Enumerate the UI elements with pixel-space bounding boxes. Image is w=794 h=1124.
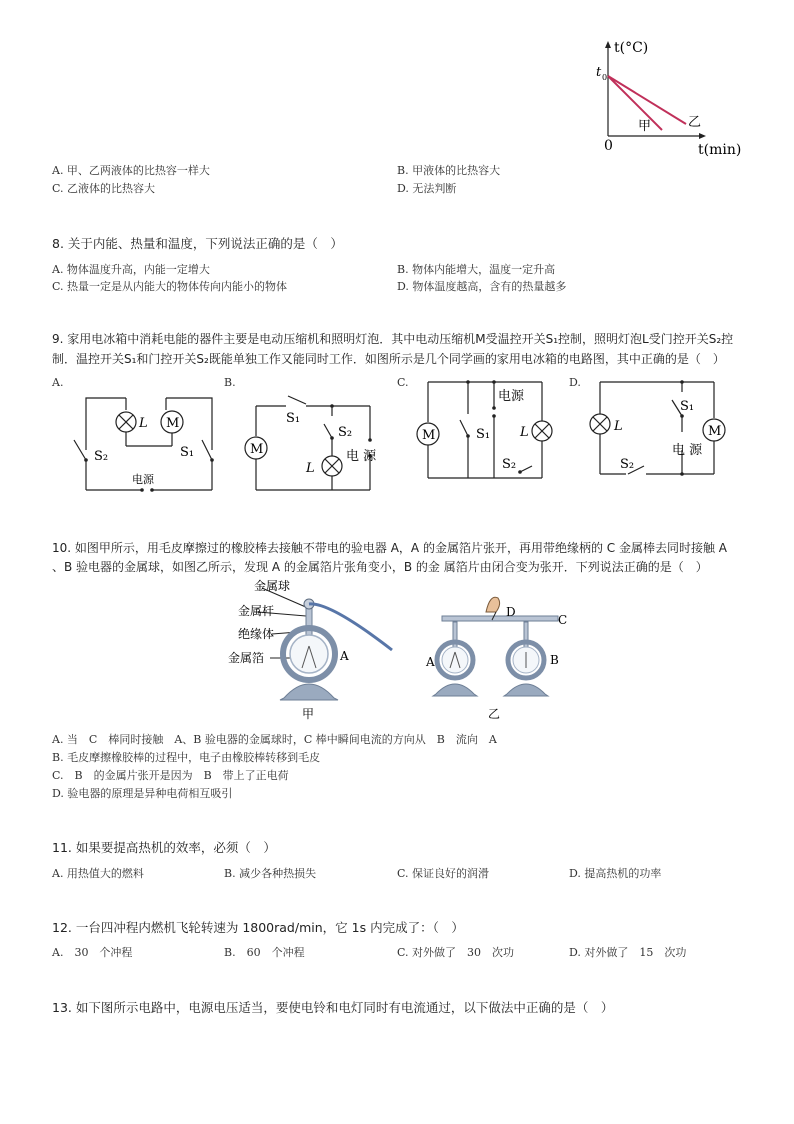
q11-option-d[interactable]: D. 提高热机的功率 (569, 867, 662, 880)
circuit-c-m: M (422, 428, 436, 443)
q8-stem: 8. 关于内能、热量和温度，下列说法正确的是（ ） (52, 236, 343, 251)
q8-option-a[interactable]: A. 物体温度升高，内能一定增大 (52, 263, 210, 276)
q12-option-a[interactable]: A. 30 个冲程 (52, 946, 133, 959)
circuit-a-s2: S₂ (94, 449, 109, 464)
q9-label-c[interactable]: C. (397, 376, 409, 389)
circuit-c-s1: S₁ (476, 427, 491, 442)
x-axis-label: t(min) (698, 142, 742, 158)
q12-stem: 12. 一台四冲程内燃机飞轮转速为 1800rad/min，它 1s 内完成了：（ ） (52, 920, 464, 935)
circuit-b-m: M (250, 442, 264, 457)
label-jia: 甲 (302, 707, 315, 721)
circuit-d-power: 电 源 (672, 443, 703, 458)
q8-option-d[interactable]: D. 物体温度越高，含有的热量越多 (397, 280, 567, 293)
electroscope-figure-jia (220, 578, 400, 724)
q9-stem-line2: 制．温控开关S₁和门控开关S₂既能单独工作又能同时工作．如图所示是几个同学画的家用电冰箱的电路图，其中正确的是（ ） (52, 352, 725, 366)
q11-option-b[interactable]: B. 减少各种热损失 (224, 867, 317, 880)
circuit-b-power: 电 源 (346, 449, 377, 464)
label-metal-ball: 金属球 (254, 579, 291, 593)
circuit-b-s2: S₂ (338, 425, 353, 440)
q11-option-c[interactable]: C. 保证良好的润滑 (397, 867, 490, 880)
label-b-yi: B (550, 653, 559, 667)
circuit-a-s1: S₁ (180, 445, 195, 460)
q10-stem-line2: 、B 验电器的金属球，如图乙所示，发现 A 的金属箔片张角变小，B 的金 属箔片由闭合变为张开．下列说法正确的是（ ） (52, 560, 708, 574)
q7-option-b[interactable]: B. 甲液体的比热容大 (397, 164, 501, 177)
q8-option-b[interactable]: B. 物体内能增大，温度一定升高 (397, 263, 556, 276)
circuit-a-l: L (139, 416, 148, 431)
line-yi-label: 乙 (688, 115, 702, 130)
circuit-a-power: 电源 (132, 473, 154, 486)
circuit-d-m: M (708, 424, 722, 439)
q8-option-c[interactable]: C. 热量一定是从内能大的物体传向内能小的物体 (52, 280, 288, 293)
label-d: D (506, 605, 516, 619)
q7-option-a[interactable]: A. 甲、乙两液体的比热容一样大 (52, 164, 210, 177)
label-a-yi: A (426, 655, 435, 669)
q11-stem: 11. 如果要提高热机的效率，必须（ ） (52, 840, 276, 855)
q7-option-d[interactable]: D. 无法判断 (397, 182, 457, 195)
circuit-b-s1: S₁ (286, 411, 301, 426)
electroscope-figure-yi (420, 590, 580, 724)
q12-option-c[interactable]: C. 对外做了 30 次功 (397, 946, 515, 959)
q10-stem-line1: 10. 如图甲所示，用毛皮摩擦过的橡胶棒去接触不带电的验电器 A，A 的金属箔片张开，再用带绝缘柄的 C 金属棒去同时接触 A (52, 541, 727, 555)
circuit-a-m: M (166, 416, 180, 431)
q12-option-d[interactable]: D. 对外做了 15 次功 (569, 946, 687, 959)
q12-option-b[interactable]: B. 60 个冲程 (224, 946, 305, 959)
q10-option-b[interactable]: B. 毛皮摩擦橡胶棒的过程中，电子由橡胶棒转移到毛皮 (52, 751, 321, 764)
circuit-d (586, 378, 746, 486)
q13-stem: 13. 如下图所示电路中，电源电压适当，要使电铃和电灯同时有电流通过，以下做法中正确的是（ ） (52, 1000, 614, 1015)
t0-subscript: 0 (602, 73, 608, 82)
circuit-c-l: L (520, 425, 529, 440)
circuit-d-s2: S₂ (620, 457, 635, 472)
q11-option-a[interactable]: A. 用热值大的燃料 (52, 867, 144, 880)
circuit-c-s2: S₂ (502, 457, 517, 472)
q10-option-a[interactable]: A. 当 C 棒同时接触 A、B 验电器的金属球时，C 棒中瞬间电流的方向从 B 流向 A (52, 733, 497, 746)
q9-stem-line1: 9. 家用电冰箱中消耗电能的器件主要是电动压缩机和照明灯泡．其中电动压缩机M受温控开关S₁控制，照明灯泡L受门控开关S₂控 (52, 332, 734, 346)
circuit-d-l: L (614, 419, 623, 434)
temperature-time-graph (590, 38, 750, 160)
q9-label-d[interactable]: D. (569, 376, 581, 389)
label-metal-rod: 金属杆 (238, 604, 275, 618)
circuit-d-s1: S₁ (680, 399, 695, 414)
q7-option-c[interactable]: C. 乙液体的比热容大 (52, 182, 156, 195)
circuit-b-l: L (306, 461, 315, 476)
label-yi: 乙 (488, 707, 501, 721)
y-axis-label: t(°C) (614, 40, 649, 56)
circuit-c-power: 电源 (498, 389, 525, 404)
origin-label: 0 (604, 138, 613, 154)
q9-label-b[interactable]: B. (224, 376, 236, 389)
label-metal-foil: 金属箔 (228, 651, 265, 665)
t0-label: t (596, 65, 602, 80)
line-jia-label: 甲 (638, 119, 652, 134)
q10-option-d[interactable]: D. 验电器的原理是异种电荷相互吸引 (52, 787, 233, 800)
circuit-b (236, 390, 396, 498)
circuit-a (66, 390, 226, 498)
label-a-jia: A (340, 649, 349, 663)
q10-option-c[interactable]: C. B 的金属片张开是因为 B 带上了正电荷 (52, 769, 289, 782)
q9-label-a[interactable]: A. (52, 376, 64, 389)
label-insulator: 绝缘体 (238, 627, 275, 641)
circuit-c (408, 378, 568, 486)
label-c: C (558, 613, 568, 627)
